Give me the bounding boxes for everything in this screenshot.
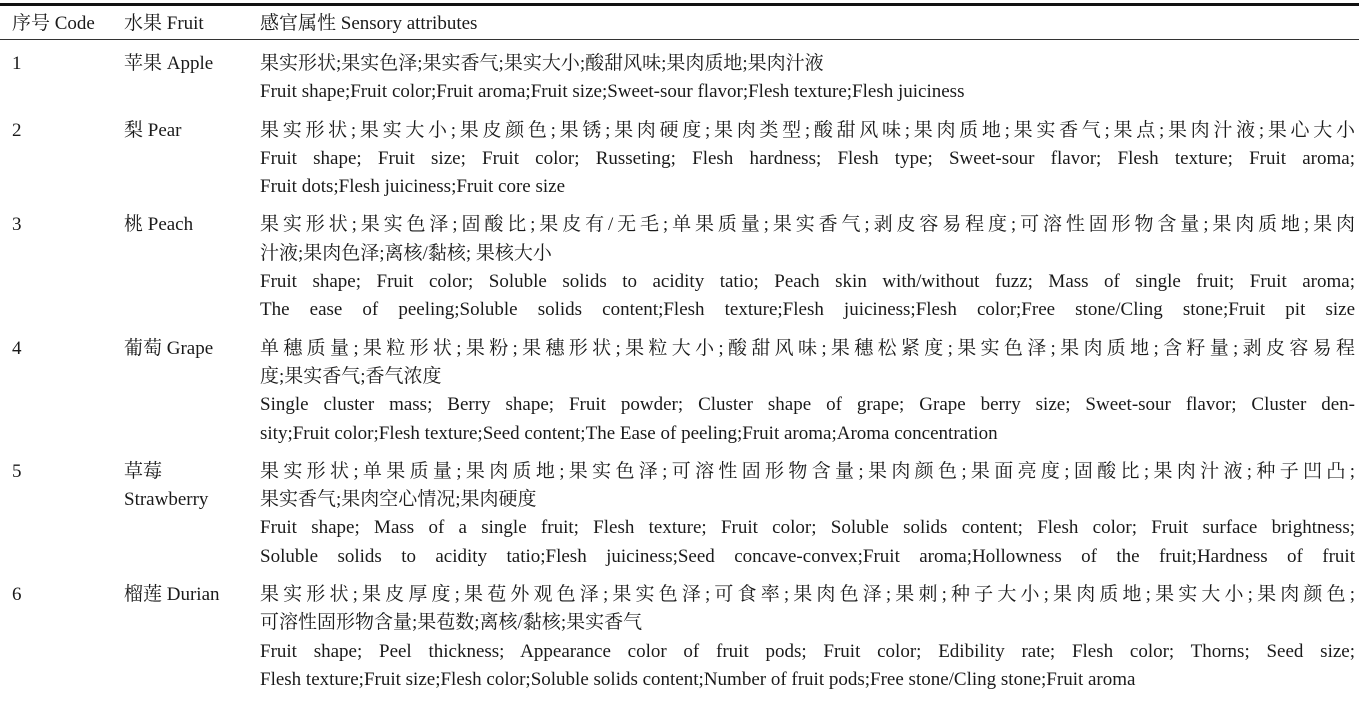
fruit-name-line: 葡萄 Grape	[124, 337, 214, 359]
table-row	[0, 117, 1359, 212]
row-attributes	[260, 458, 1355, 571]
row-attributes	[260, 117, 1355, 202]
header-rule	[0, 39, 1359, 40]
fruit-name-line: 苹果 Apple	[124, 53, 214, 74]
row-attributes	[260, 211, 1355, 324]
attribute-line: The ease of peeling;Soluble solids content;Flesh texture;Flesh juiciness;Flesh color;Free stone/Cling stone;Fruit pit size	[260, 299, 1355, 321]
attribute-line: 果实形状;果实色泽;固酸比;果皮有/无毛;单果质量;果实香气;剥皮容易程度;可溶性固形物含量;果肉质地;果肉	[260, 214, 1355, 236]
attribute-line: Fruit shape; Fruit size; Fruit color; Russeting; Flesh hardness; Flesh type; Sweet-sour flavor; Flesh texture; Fruit aroma;	[260, 147, 1355, 169]
row-fruit	[124, 458, 208, 515]
row-fruit	[124, 335, 213, 363]
header-fruit: 水果 Fruit	[124, 13, 204, 34]
row-code: 3	[12, 214, 22, 236]
table-top-rule	[0, 3, 1359, 6]
table-row	[0, 50, 1359, 117]
row-code: 5	[12, 460, 22, 482]
row-code: 4	[12, 337, 22, 359]
row-code: 1	[12, 53, 22, 74]
attribute-line: 单穗质量;果粒形状;果粉;果穗形状;果粒大小;酸甜风味;果穗松紧度;果实色泽;果肉质地;含籽量;剥皮容易程	[260, 337, 1355, 359]
fruit-name-line: 草莓	[124, 460, 163, 482]
fruit-name-line: 梨 Pear	[124, 119, 182, 141]
row-code: 2	[12, 119, 22, 141]
table-row	[0, 458, 1359, 581]
attribute-line: Fruit shape; Fruit color; Soluble solids to acidity tatio; Peach skin with/without fuzz; Mass of single fruit; Fruit aroma;	[260, 271, 1355, 293]
row-attributes	[260, 581, 1355, 694]
attribute-line: Fruit shape; Mass of a single fruit; Flesh texture; Fruit color; Soluble solids content; Flesh color; Fruit surface brightness;	[260, 517, 1355, 539]
attribute-line: 可溶性固形物含量;果苞数;离核/黏核;果实香气	[260, 612, 643, 634]
attribute-line: Fruit shape; Peel thickness; Appearance color of fruit pods; Fruit color; Edibility rate; Flesh color; Thorns; Seed size;	[260, 640, 1355, 662]
attribute-line: 果实形状;果皮厚度;果苞外观色泽;果实色泽;可食率;果肉色泽;果刺;种子大小;果肉质地;果实大小;果肉颜色;	[260, 584, 1355, 606]
attribute-line: Soluble solids to acidity tatio;Flesh juiciness;Seed concave-convex;Fruit aroma;Hollowness of the fruit;Hardness of fruit	[260, 545, 1355, 567]
row-fruit	[124, 117, 182, 145]
row-code: 6	[12, 584, 22, 606]
attribute-line: sity;Fruit color;Flesh texture;Seed content;The Ease of peeling;Fruit aroma;Aroma concentration	[260, 422, 998, 444]
attribute-line: Fruit shape;Fruit color;Fruit aroma;Fruit size;Sweet-sour flavor;Flesh texture;Flesh juiciness	[260, 81, 965, 103]
attribute-line: Fruit dots;Flesh juiciness;Fruit core size	[260, 176, 566, 198]
header-attributes: 感官属性 Sensory attributes	[260, 13, 478, 34]
attribute-line: 度;果实香气;香气浓度	[260, 365, 442, 387]
row-fruit	[124, 581, 220, 609]
fruit-name-line: 桃 Peach	[124, 214, 194, 236]
attribute-line: 果实形状;单果质量;果肉质地;果实色泽;可溶性固形物含量;果肉颜色;果面亮度;固酸比;果肉汁液;种子凹凸;	[260, 460, 1355, 482]
row-attributes	[260, 50, 1355, 107]
attribute-line: Flesh texture;Fruit size;Flesh color;Soluble solids content;Number of fruit pods;Free stone/Cling stone;Fruit aroma	[260, 668, 1136, 690]
table-row	[0, 335, 1359, 458]
attribute-line: 果实形状;果实大小;果皮颜色;果锈;果肉硬度;果肉类型;酸甜风味;果肉质地;果实香气;果点;果肉汁液;果心大小	[260, 119, 1355, 141]
fruit-name-line: 榴莲 Durian	[124, 584, 220, 606]
fruit-name-line: Strawberry	[124, 489, 209, 511]
table-header	[0, 9, 1359, 39]
row-attributes	[260, 335, 1355, 448]
table-row	[0, 581, 1359, 704]
table-body	[0, 50, 1359, 704]
table-row	[0, 211, 1359, 334]
header-code: 序号 Code	[12, 13, 95, 34]
attribute-line: 汁液;果肉色泽;离核/黏核; 果核大小	[260, 242, 552, 264]
row-fruit	[124, 50, 213, 78]
attribute-line: 果实香气;果肉空心情况;果肉硬度	[260, 489, 537, 511]
attribute-line: 果实形状;果实色泽;果实香气;果实大小;酸甜风味;果肉质地;果肉汁液	[260, 53, 824, 74]
row-fruit	[124, 211, 193, 239]
attribute-line: Single cluster mass; Berry shape; Fruit powder; Cluster shape of grape; Grape berry size; Sweet-sour flavor; Cluster den-	[260, 394, 1355, 416]
